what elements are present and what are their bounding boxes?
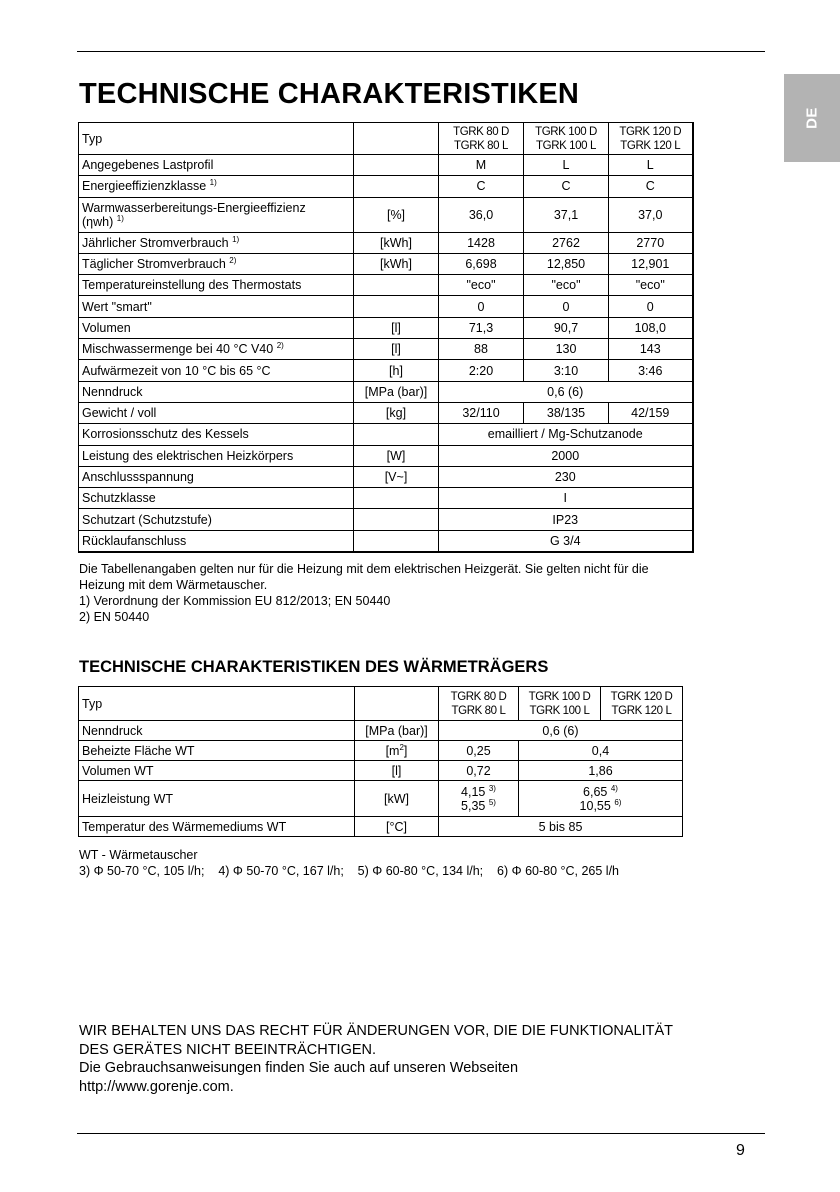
row-value: emailliert / Mg-Schutzanode <box>439 424 693 445</box>
row-label: Schutzklasse <box>79 488 354 509</box>
row-label: Aufwärmezeit von 10 °C bis 65 °C <box>79 360 354 381</box>
row-value: 143 <box>609 339 693 360</box>
row-unit: [l] <box>354 339 439 360</box>
tech-specs-table <box>78 122 694 553</box>
table-row <box>79 781 683 817</box>
row-unit <box>354 296 439 317</box>
disclaimer-line: DES GERÄTES NICHT BEEINTRÄCHTIGEN. <box>79 1041 377 1058</box>
model-header: TGRK 80 D TGRK 80 L <box>439 123 524 155</box>
table-row <box>79 817 683 837</box>
table-row <box>79 741 683 761</box>
note-line: Die Tabellenangaben gelten nur für die Heizung mit dem elektrischen Heizgerät. Sie gelten nicht für die <box>79 562 649 576</box>
table-header-row <box>79 687 683 721</box>
language-tab-label: DE <box>803 107 821 129</box>
model-header: TGRK 100 D TGRK 100 L <box>519 687 601 721</box>
row-value: 130 <box>524 339 609 360</box>
row-unit: [MPa (bar)] <box>354 381 439 402</box>
table-row <box>79 155 693 176</box>
table-row <box>79 232 693 253</box>
row-value: L <box>609 155 693 176</box>
row-label: Korrosionsschutz des Kessels <box>79 424 354 445</box>
row-unit: [°C] <box>355 817 439 837</box>
row-label: Temperatur des Wärmemediums WT <box>79 817 355 837</box>
type-label: Typ <box>79 687 355 721</box>
row-label: Energieeffizienzklasse $^{1)}$ <box>79 176 354 197</box>
row-value: M <box>439 155 524 176</box>
row-value: 6,698 <box>439 253 524 274</box>
type-label: Typ <box>79 123 354 155</box>
row-value: 0 <box>609 296 693 317</box>
disclaimer-line: WIR BEHALTEN UNS DAS RECHT FÜR ÄNDERUNGEN VOR, DIE DIE FUNKTIONALITÄT <box>79 1023 674 1039</box>
table-row <box>79 488 693 509</box>
row-value: "eco" <box>439 275 524 296</box>
table-row <box>79 424 693 445</box>
row-value: 32/110 <box>439 402 524 423</box>
row-label: Wert "smart" <box>79 296 354 317</box>
row-value: I <box>439 488 693 509</box>
row-value: 6,65 $^{4)}$ 10,55 $^{6)}$ <box>519 781 683 817</box>
row-value: 37,0 <box>609 197 693 232</box>
table-row <box>79 197 693 232</box>
row-unit: [%] <box>354 197 439 232</box>
table-row <box>79 761 683 781</box>
table-row <box>79 445 693 466</box>
header-rule <box>77 51 765 52</box>
row-value: 88 <box>439 339 524 360</box>
row-value: G 3/4 <box>439 530 693 551</box>
table-row <box>79 530 693 551</box>
model-header: TGRK 80 D TGRK 80 L <box>439 687 519 721</box>
note-line: Heizung mit dem Wärmetauscher. <box>79 578 268 592</box>
row-label: Leistung des elektrischen Heizkörpers <box>79 445 354 466</box>
row-value: 90,7 <box>524 317 609 338</box>
website-text: http://www.gorenje.com. <box>79 1078 234 1095</box>
row-unit <box>354 424 439 445</box>
row-value: 3:10 <box>524 360 609 381</box>
row-value: 4,15 $^{3)}$ 5,35 $^{5)}$ <box>439 781 519 817</box>
table-row <box>79 360 693 381</box>
row-value: 12,901 <box>609 253 693 274</box>
row-value: 5 bis 85 <box>439 817 683 837</box>
row-value: 37,1 <box>524 197 609 232</box>
row-label: Gewicht / voll <box>79 402 354 423</box>
row-label: Volumen WT <box>79 761 355 781</box>
row-unit: [V~] <box>354 466 439 487</box>
table-row <box>79 509 693 530</box>
row-value: IP23 <box>439 509 693 530</box>
row-value: 0,25 <box>439 741 519 761</box>
table-row <box>79 339 693 360</box>
model-header: TGRK 100 D TGRK 100 L <box>524 123 609 155</box>
row-unit: [l] <box>355 761 439 781</box>
row-value: 0,6 (6) <box>439 721 683 741</box>
row-unit <box>354 488 439 509</box>
row-value: 71,3 <box>439 317 524 338</box>
row-value: 0,4 <box>519 741 683 761</box>
row-value: 230 <box>439 466 693 487</box>
row-label: Rücklaufanschluss <box>79 530 354 551</box>
row-label: Heizleistung WT <box>79 781 355 817</box>
footnotes-3-6: 3) Φ 50-70 °C, 105 l/h; 4) Φ 50-70 °C, 167 l/h; 5) Φ 60-80 °C, 134 l/h; 6) Φ 60-80 °C, 265 l/h <box>79 864 620 878</box>
table-row <box>79 176 693 197</box>
row-unit: [kg] <box>354 402 439 423</box>
row-value: L <box>524 155 609 176</box>
table-row <box>79 381 693 402</box>
tech-table-notes <box>79 561 649 625</box>
page-number: 9 <box>736 1142 745 1159</box>
abbreviation-note: WT - Wärmetauscher <box>79 848 198 862</box>
row-label: Anschlussspannung <box>79 466 354 487</box>
page-title: TECHNISCHE CHARAKTERISTIKEN <box>79 78 580 110</box>
row-label: Jährlicher Stromverbrauch $^{1)}$ <box>79 232 354 253</box>
row-unit: [kW] <box>355 781 439 817</box>
row-unit: [kWh] <box>354 232 439 253</box>
unit-header <box>355 687 439 721</box>
row-value: 0 <box>439 296 524 317</box>
row-value: 36,0 <box>439 197 524 232</box>
heat-table-notes <box>79 847 619 879</box>
row-label: Warmwasserbereitungs-Energieeffizienz (ηwh) $^{1)}$ <box>79 197 354 232</box>
table-header-row <box>79 123 693 155</box>
row-label: Temperatureinstellung des Thermostats <box>79 275 354 296</box>
language-tab <box>784 74 840 162</box>
row-unit <box>354 155 439 176</box>
row-unit <box>354 530 439 551</box>
row-unit: $[m^2]$ <box>355 741 439 761</box>
row-value: 38/135 <box>524 402 609 423</box>
model-header: TGRK 120 D TGRK 120 L <box>601 687 683 721</box>
row-value: C <box>524 176 609 197</box>
row-value: 2762 <box>524 232 609 253</box>
row-label: Nenndruck <box>79 381 354 402</box>
row-value: 3:46 <box>609 360 693 381</box>
footer-rule <box>77 1133 765 1134</box>
table-row <box>79 466 693 487</box>
row-label: Nenndruck <box>79 721 355 741</box>
table-row <box>79 317 693 338</box>
row-value: C <box>609 176 693 197</box>
unit-header <box>354 123 439 155</box>
table-row <box>79 402 693 423</box>
row-value: 0,6 (6) <box>439 381 693 402</box>
footnote-2: 2) EN 50440 <box>79 610 150 624</box>
row-value: 1428 <box>439 232 524 253</box>
row-label: Volumen <box>79 317 354 338</box>
row-unit <box>354 509 439 530</box>
row-value: 0,72 <box>439 761 519 781</box>
row-unit: [h] <box>354 360 439 381</box>
row-unit: [W] <box>354 445 439 466</box>
heat-exchanger-table <box>78 686 683 837</box>
row-value: 2:20 <box>439 360 524 381</box>
footnote-1: 1) Verordnung der Kommission EU 812/2013; EN 50440 <box>79 594 391 608</box>
disclaimer <box>79 1022 673 1096</box>
row-value: "eco" <box>524 275 609 296</box>
row-label: Mischwassermenge bei 40 °C V40 $^{2)}$ <box>79 339 354 360</box>
row-unit <box>354 176 439 197</box>
row-value: 108,0 <box>609 317 693 338</box>
table-row <box>79 275 693 296</box>
row-value: "eco" <box>609 275 693 296</box>
row-value: 0 <box>524 296 609 317</box>
section-title: TECHNISCHE CHARAKTERISTIKEN DES WÄRMETRÄGERS <box>79 658 549 676</box>
table-row <box>79 253 693 274</box>
disclaimer-line: Die Gebrauchsanweisungen finden Sie auch auf unseren Webseiten <box>79 1060 519 1076</box>
row-value: 2000 <box>439 445 693 466</box>
row-unit: [l] <box>354 317 439 338</box>
row-value: 2770 <box>609 232 693 253</box>
model-header: TGRK 120 D TGRK 120 L <box>609 123 693 155</box>
row-unit <box>354 275 439 296</box>
table-row <box>79 296 693 317</box>
row-unit: [MPa (bar)] <box>355 721 439 741</box>
row-value: 42/159 <box>609 402 693 423</box>
table-row <box>79 721 683 741</box>
row-label: Angegebenes Lastprofil <box>79 155 354 176</box>
row-unit: [kWh] <box>354 253 439 274</box>
row-label: Beheizte Fläche WT <box>79 741 355 761</box>
row-label: Täglicher Stromverbrauch $^{2)}$ <box>79 253 354 274</box>
row-label: Schutzart (Schutzstufe) <box>79 509 354 530</box>
row-value: 1,86 <box>519 761 683 781</box>
row-value: 12,850 <box>524 253 609 274</box>
row-value: C <box>439 176 524 197</box>
